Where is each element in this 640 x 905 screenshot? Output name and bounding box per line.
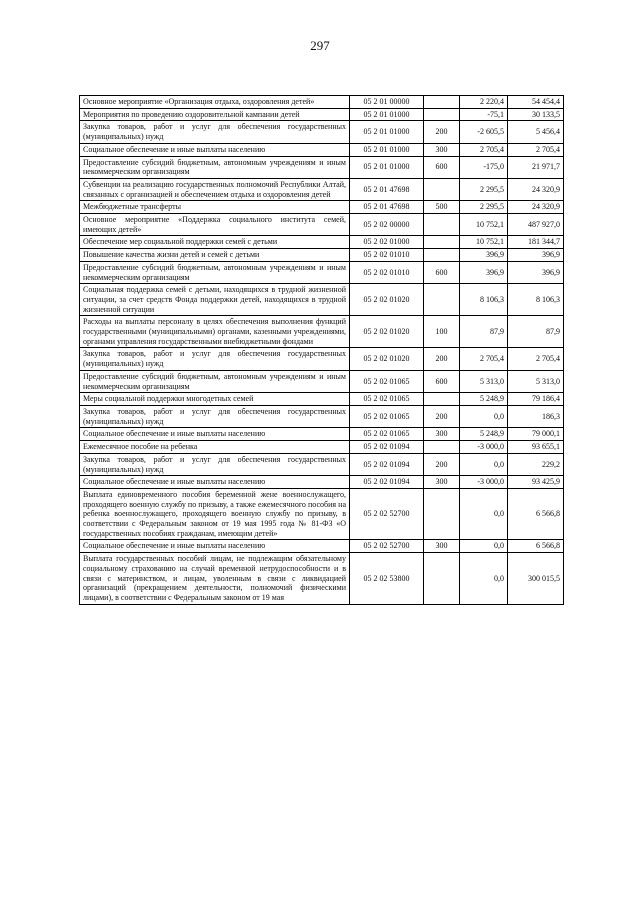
row-total-amount-cell: 229,2 (508, 453, 564, 475)
row-total-amount-cell: 5 456,4 (508, 121, 564, 143)
row-code-cell: 05 2 02 01094 (350, 476, 424, 489)
row-name-cell: Расходы на выплаты персоналу в целях обеспечения выполнения функций государственными (муниципальными) органами, казенными учреждениями, органами управления государственными внебюджетными фондами (80, 316, 350, 348)
row-code-cell: 05 2 02 01020 (350, 284, 424, 316)
row-name-cell: Закупка товаров, работ и услуг для обеспечения государственных (муниципальных) нужд (80, 348, 350, 370)
row-name-cell: Социальное обеспечение и иные выплаты населению (80, 540, 350, 553)
row-name-cell: Межбюджетные трансферты (80, 201, 350, 214)
row-code-cell: 05 2 02 01094 (350, 453, 424, 475)
row-expense-type-cell: 300 (424, 428, 460, 441)
row-total-amount-cell: 21 971,7 (508, 156, 564, 178)
table-row (80, 348, 564, 370)
row-name-cell: Субвенции на реализацию государственных полномочий Республики Алтай, связанных с организацией и обеспечением отдыха и оздоровления детей (80, 178, 350, 200)
row-change-amount-cell: -175,0 (460, 156, 508, 178)
table-row (80, 96, 564, 109)
row-change-amount-cell: 2 705,4 (460, 348, 508, 370)
row-code-cell: 05 2 02 01065 (350, 405, 424, 427)
row-total-amount-cell: 396,9 (508, 261, 564, 283)
row-code-cell: 05 2 02 01010 (350, 249, 424, 262)
row-expense-type-cell (424, 178, 460, 200)
row-code-cell: 05 2 02 01010 (350, 261, 424, 283)
row-code-cell: 05 2 01 01000 (350, 156, 424, 178)
row-total-amount-cell: 300 015,5 (508, 553, 564, 605)
row-change-amount-cell: 2 295,5 (460, 178, 508, 200)
row-expense-type-cell: 200 (424, 348, 460, 370)
row-change-amount-cell: 5 248,9 (460, 393, 508, 406)
row-change-amount-cell: 0,0 (460, 540, 508, 553)
table-row (80, 393, 564, 406)
row-change-amount-cell: 0,0 (460, 453, 508, 475)
table-row (80, 553, 564, 605)
table-row (80, 214, 564, 236)
row-change-amount-cell: -75,1 (460, 108, 508, 121)
row-code-cell: 05 2 01 47698 (350, 201, 424, 214)
row-code-cell: 05 2 02 53800 (350, 553, 424, 605)
row-expense-type-cell: 300 (424, 143, 460, 156)
row-total-amount-cell: 79 000,1 (508, 428, 564, 441)
row-name-cell: Основное мероприятие «Поддержка социального института семей, имеющих детей» (80, 214, 350, 236)
row-expense-type-cell (424, 393, 460, 406)
row-name-cell: Выплата единовременного пособия беременной жене военнослужащего, проходящего военную службу по призыву, а также ежемесячного пособия на ребенка военнослужащего, проходящего военную службу по призыву, в соответствии с Федеральным законом от 19 мая 1995 года № 81-ФЗ «О государственных пособиях гражданам, имеющим детей» (80, 488, 350, 540)
table-row (80, 108, 564, 121)
table-row (80, 540, 564, 553)
row-code-cell: 05 2 02 52700 (350, 540, 424, 553)
row-name-cell: Повышение качества жизни детей и семей с детьми (80, 249, 350, 262)
row-expense-type-cell (424, 214, 460, 236)
table-row (80, 428, 564, 441)
row-expense-type-cell: 300 (424, 540, 460, 553)
row-code-cell: 05 2 02 00000 (350, 214, 424, 236)
row-change-amount-cell: 2 295,5 (460, 201, 508, 214)
row-name-cell: Основное мероприятие «Организация отдыха, оздоровления детей» (80, 96, 350, 109)
row-total-amount-cell: 186,3 (508, 405, 564, 427)
row-code-cell: 05 2 02 52700 (350, 488, 424, 540)
row-change-amount-cell: -2 605,5 (460, 121, 508, 143)
table-row (80, 370, 564, 392)
table-row (80, 284, 564, 316)
row-change-amount-cell: 396,9 (460, 261, 508, 283)
row-total-amount-cell: 5 313,0 (508, 370, 564, 392)
table-row (80, 121, 564, 143)
row-total-amount-cell: 79 186,4 (508, 393, 564, 406)
row-change-amount-cell: 5 248,9 (460, 428, 508, 441)
table-row (80, 201, 564, 214)
row-code-cell: 05 2 02 01000 (350, 236, 424, 249)
row-expense-type-cell: 500 (424, 201, 460, 214)
row-change-amount-cell: 0,0 (460, 405, 508, 427)
row-change-amount-cell: 0,0 (460, 488, 508, 540)
row-total-amount-cell: 93 655,1 (508, 441, 564, 454)
row-name-cell: Закупка товаров, работ и услуг для обеспечения государственных (муниципальных) нужд (80, 453, 350, 475)
row-name-cell: Обеспечение мер социальной поддержки семей с детьми (80, 236, 350, 249)
row-code-cell: 05 2 01 01000 (350, 121, 424, 143)
row-change-amount-cell: -3 000,0 (460, 476, 508, 489)
row-expense-type-cell: 300 (424, 476, 460, 489)
row-expense-type-cell: 200 (424, 121, 460, 143)
row-change-amount-cell: 10 752,1 (460, 214, 508, 236)
row-change-amount-cell: 5 313,0 (460, 370, 508, 392)
row-total-amount-cell: 6 566,8 (508, 488, 564, 540)
row-code-cell: 05 2 02 01065 (350, 370, 424, 392)
row-name-cell: Социальное обеспечение и иные выплаты населению (80, 143, 350, 156)
table-row (80, 316, 564, 348)
row-expense-type-cell (424, 249, 460, 262)
row-expense-type-cell (424, 553, 460, 605)
row-change-amount-cell: -3 000,0 (460, 441, 508, 454)
table-row (80, 405, 564, 427)
row-expense-type-cell: 100 (424, 316, 460, 348)
table-row (80, 236, 564, 249)
row-code-cell: 05 2 02 01065 (350, 393, 424, 406)
row-expense-type-cell (424, 96, 460, 109)
table-row (80, 261, 564, 283)
row-code-cell: 05 2 02 01020 (350, 348, 424, 370)
row-code-cell: 05 2 02 01094 (350, 441, 424, 454)
row-total-amount-cell: 6 566,8 (508, 540, 564, 553)
row-name-cell: Предоставление субсидий бюджетным, автономным учреждениям и иным некоммерческим организациям (80, 261, 350, 283)
row-expense-type-cell (424, 108, 460, 121)
row-code-cell: 05 2 01 47698 (350, 178, 424, 200)
row-name-cell: Выплата государственных пособий лицам, не подлежащим обязательному социальному страхованию на случай временной нетрудоспособности и в связи с материнством, и лицам, уволенным в связи с ликвидацией организаций (прекращением деятельности, полномочий физическими лицами), в соответствии с Федеральным законом от 19 мая (80, 553, 350, 605)
row-total-amount-cell: 30 133,5 (508, 108, 564, 121)
page-number: 297 (310, 38, 330, 53)
row-total-amount-cell: 396,9 (508, 249, 564, 262)
row-code-cell: 05 2 02 01020 (350, 316, 424, 348)
row-expense-type-cell: 200 (424, 405, 460, 427)
table-row (80, 143, 564, 156)
row-code-cell: 05 2 01 00000 (350, 96, 424, 109)
budget-table-body (80, 96, 564, 605)
row-name-cell: Закупка товаров, работ и услуг для обеспечения государственных (муниципальных) нужд (80, 405, 350, 427)
table-row (80, 178, 564, 200)
row-name-cell: Социальная поддержка семей с детьми, находящихся в трудной жизненной ситуации, за счет средств Фонда поддержки детей, находящихся в трудной жизненной ситуации (80, 284, 350, 316)
row-name-cell: Меры социальной поддержки многодетных семей (80, 393, 350, 406)
table-row (80, 156, 564, 178)
row-total-amount-cell: 24 320,9 (508, 201, 564, 214)
row-name-cell: Предоставление субсидий бюджетным, автономным учреждениям и иным некоммерческим организациям (80, 156, 350, 178)
row-change-amount-cell: 396,9 (460, 249, 508, 262)
row-change-amount-cell: 10 752,1 (460, 236, 508, 249)
table-row (80, 249, 564, 262)
budget-table (79, 95, 564, 605)
row-change-amount-cell: 87,9 (460, 316, 508, 348)
row-name-cell: Социальное обеспечение и иные выплаты населению (80, 428, 350, 441)
row-total-amount-cell: 487 927,0 (508, 214, 564, 236)
row-expense-type-cell: 600 (424, 156, 460, 178)
table-row (80, 488, 564, 540)
row-name-cell: Предоставление субсидий бюджетным, автономным учреждениям и иным некоммерческим организациям (80, 370, 350, 392)
row-expense-type-cell (424, 236, 460, 249)
row-total-amount-cell: 2 705,4 (508, 348, 564, 370)
row-expense-type-cell (424, 441, 460, 454)
row-total-amount-cell: 24 320,9 (508, 178, 564, 200)
row-change-amount-cell: 0,0 (460, 553, 508, 605)
row-expense-type-cell: 200 (424, 453, 460, 475)
row-change-amount-cell: 2 705,4 (460, 143, 508, 156)
row-code-cell: 05 2 02 01065 (350, 428, 424, 441)
row-expense-type-cell (424, 284, 460, 316)
row-name-cell: Закупка товаров, работ и услуг для обеспечения государственных (муниципальных) нужд (80, 121, 350, 143)
row-name-cell: Социальное обеспечение и иные выплаты населению (80, 476, 350, 489)
row-total-amount-cell: 87,9 (508, 316, 564, 348)
table-row (80, 476, 564, 489)
table-row (80, 453, 564, 475)
row-total-amount-cell: 2 705,4 (508, 143, 564, 156)
row-expense-type-cell: 600 (424, 370, 460, 392)
row-total-amount-cell: 8 106,3 (508, 284, 564, 316)
row-name-cell: Ежемесячное пособие на ребенка (80, 441, 350, 454)
table-row (80, 441, 564, 454)
row-total-amount-cell: 54 454,4 (508, 96, 564, 109)
row-code-cell: 05 2 01 01000 (350, 108, 424, 121)
row-total-amount-cell: 181 344,7 (508, 236, 564, 249)
row-expense-type-cell (424, 488, 460, 540)
row-code-cell: 05 2 01 01000 (350, 143, 424, 156)
row-change-amount-cell: 2 220,4 (460, 96, 508, 109)
row-total-amount-cell: 93 425,9 (508, 476, 564, 489)
row-change-amount-cell: 8 106,3 (460, 284, 508, 316)
row-name-cell: Мероприятия по проведению оздоровительной кампании детей (80, 108, 350, 121)
row-expense-type-cell: 600 (424, 261, 460, 283)
